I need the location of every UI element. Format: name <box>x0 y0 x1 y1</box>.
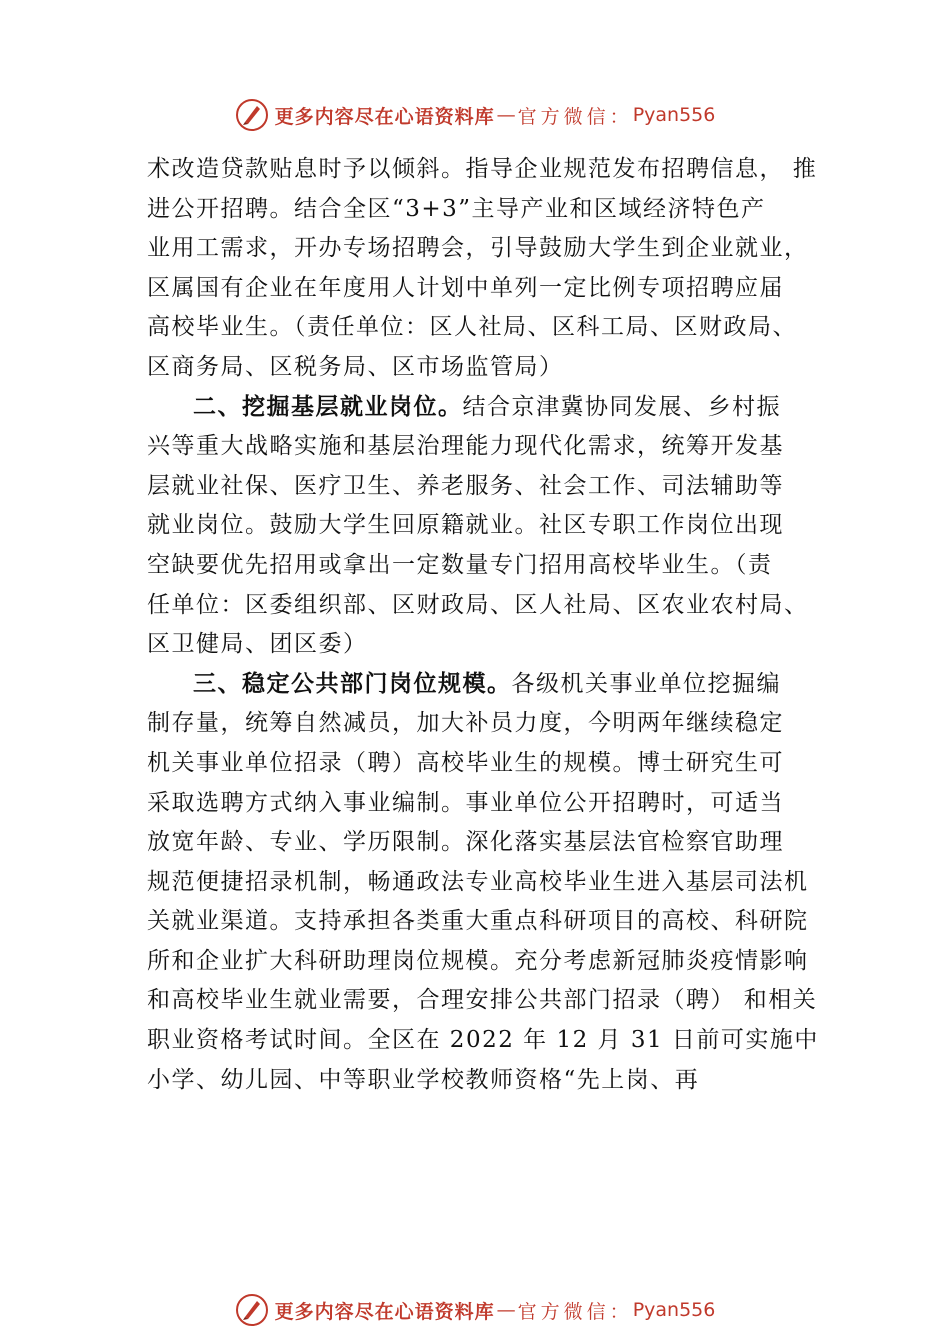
banner-brand: 更多内容尽在心语资料库 <box>274 1300 495 1323</box>
banner-handle: Pyan556 <box>632 1299 716 1321</box>
banner-dash: — <box>496 1299 516 1321</box>
paragraph-first-line <box>147 388 827 428</box>
banner-dash: — <box>496 104 516 126</box>
text-line: 制存量，统筹自然减员，加大补员力度，今明两年继续稳定 <box>147 710 784 737</box>
text-line: 关就业渠道。支持承担各类重大重点科研项目的高校、科研院 <box>147 908 809 935</box>
header-banner <box>0 95 950 135</box>
text-line: 小学、幼儿园、中等职业学校教师资格“先上岗、再 <box>147 1066 700 1093</box>
text-run: 结合京津冀协同发展、乡村振 <box>462 393 781 420</box>
paragraph-1 <box>147 150 827 388</box>
text-line: 空缺要优先招用或拿出一定数量专门招用高校毕业生。（责 <box>147 551 773 578</box>
text-line: 采取选聘方式纳入事业编制。事业单位公开招聘时，可适当 <box>147 789 784 816</box>
text-run: 各级机关事业单位挖掘编 <box>511 670 781 697</box>
text-line: 就业岗位。鼓励大学生回原籍就业。社区专职工作岗位出现 <box>147 512 784 539</box>
banner-brand: 更多内容尽在心语资料库 <box>274 105 495 128</box>
brand-logo-icon <box>235 1293 269 1327</box>
paragraph-2 <box>147 388 827 665</box>
text-line: 职业资格考试时间。全区在 2022 年 12 月 31 日前可实施中 <box>147 1027 819 1054</box>
text-line: 高校毕业生。（责任单位：区人社局、区科工局、区财政局、 <box>147 314 797 341</box>
text-line: 机关事业单位招录（聘）高校毕业生的规模。博士研究生可 <box>147 749 784 776</box>
text-line: 区属国有企业在年度用人计划中单列一定比例专项招聘应届 <box>147 274 784 301</box>
banner-handle: Pyan556 <box>632 104 716 126</box>
text-line: 任单位：区委组织部、区财政局、区人社局、区农业农村局、 <box>147 591 809 618</box>
text-line: 区卫健局、团区委） <box>147 631 368 658</box>
text-line: 放宽年龄、专业、学历限制。深化落实基层法官检察官助理 <box>147 829 784 856</box>
text-line: 兴等重大战略实施和基层治理能力现代化需求，统筹开发基 <box>147 433 784 460</box>
text-line: 和高校毕业生就业需要，合理安排公共部门招录（聘） 和相关 <box>147 987 818 1014</box>
section-heading: 三、稳定公共部门岗位规模。 <box>193 670 512 697</box>
text-line: 区商务局、区税务局、区市场监管局） <box>147 353 564 380</box>
text-line: 进公开招聘。结合全区“3+3”主导产业和区域经济特色产 <box>147 195 766 222</box>
document-body <box>147 150 827 1100</box>
text-line: 术改造贷款贴息时予以倾斜。指导企业规范发布招聘信息， 推 <box>147 156 818 182</box>
section-heading: 二、挖掘基层就业岗位。 <box>193 393 463 420</box>
text-line: 规范便捷招录机制，畅通政法专业高校毕业生进入基层司法机 <box>147 868 809 895</box>
footer-banner <box>0 1290 950 1330</box>
paragraph-3 <box>147 665 827 1101</box>
text-line: 层就业社保、医疗卫生、养老服务、社会工作、司法辅助等 <box>147 472 784 499</box>
text-line: 所和企业扩大科研助理岗位规模。充分考虑新冠肺炎疫情影响 <box>147 947 809 974</box>
paragraph-first-line <box>147 665 827 705</box>
text-line: 业用工需求，开办专场招聘会，引导鼓励大学生到企业就业， <box>147 235 809 262</box>
banner-wechat-label: 官方微信： <box>517 1300 633 1323</box>
brand-logo-icon <box>235 98 269 132</box>
banner-wechat-label: 官方微信： <box>517 105 633 128</box>
